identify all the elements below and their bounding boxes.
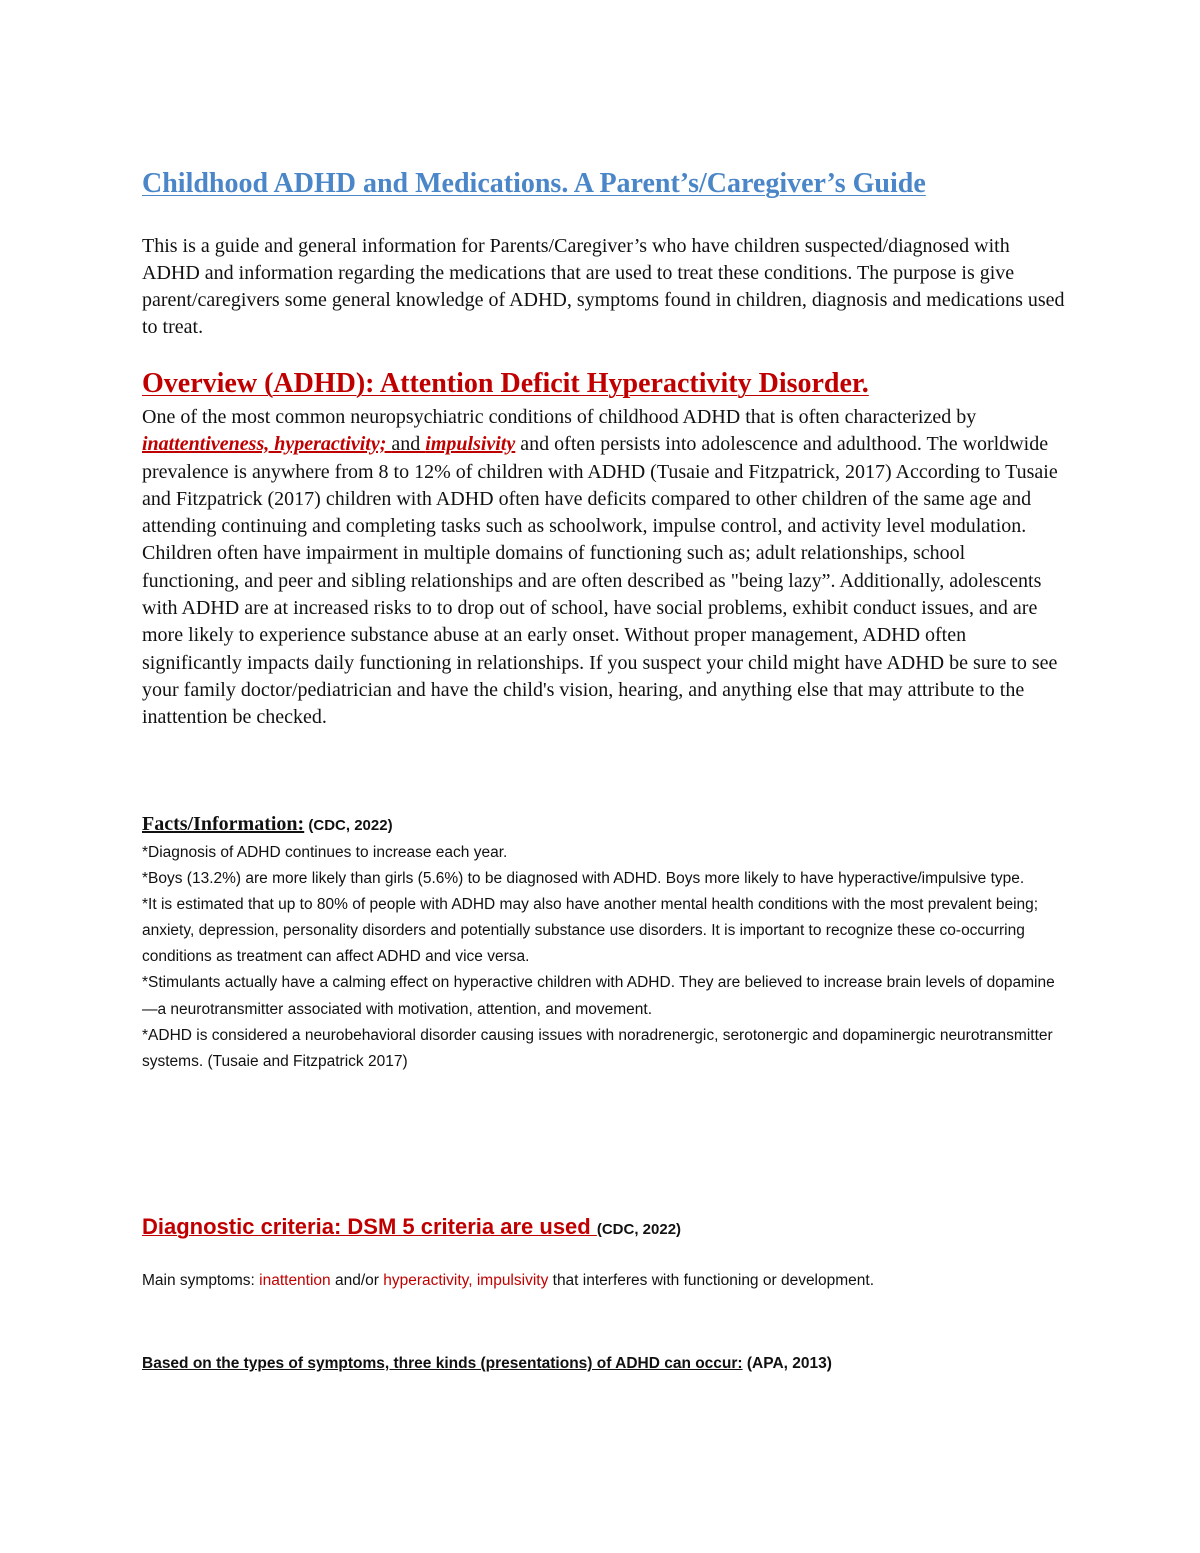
term-hyperactivity: hyperactivity, impulsivity [383,1272,549,1289]
fact-item: *Stimulants actually have a calming effect on hyperactive children with ADHD. They are believed to increase brain levels of dopamine—a neurotransmitter associated with motivation, attention, and movement. [142,974,1055,1018]
diagnostic-heading-line [142,1214,1067,1240]
fact-item: *It is estimated that up to 80% of people with ADHD may also have another mental health conditions with the most prevalent being; anxiety, depression, personality disorders and potentially substance use disorders. It is important to recognize these co-occurring conditions as treatment can affect ADHD and vice versa. [142,896,1039,966]
term-impulsivity: impulsivity [425,433,516,456]
intro-paragraph: This is a guide and general information for Parents/Caregiver’s who have children suspected/diagnosed with ADHD and information regarding the medications that are used to treat these conditions. The purpose is give parent/caregivers some general knowledge of ADHD, symptoms found in children, diagnosis and medications used to treat. [142,235,1065,338]
fact-item: *Boys (13.2%) are more likely than girls (5.6%) to be diagnosed with ADHD. Boys more likely to have hyperactive/impulsive type. [142,870,1025,888]
fact-item: *ADHD is considered a neurobehavioral disorder causing issues with noradrenergic, serotonergic and dopaminergic neurotransmitter systems. (Tusaie and Fitzpatrick 2017) [142,1026,1053,1070]
presentations-line [142,1352,1067,1376]
overview-paragraph [142,404,1067,732]
facts-heading-line [142,810,1067,840]
and-or-word: and/or [330,1272,384,1289]
main-symptoms-rest: that interferes with functioning or development. [548,1272,875,1289]
facts-heading: Facts/Information: [142,813,305,835]
term-inattentiveness: inattentiveness, hyperactivity; [142,433,392,456]
facts-citation: (CDC, 2022) [304,817,393,834]
diagnostic-heading: Diagnostic criteria: DSM 5 criteria are used [142,1214,597,1239]
overview-heading: Overview (ADHD): Attention Deficit Hyperactivity Disorder. [142,368,869,399]
presentations-citation: (APA, 2013) [742,1355,832,1372]
and-word: and [391,433,426,456]
fact-item: *Diagnosis of ADHD continues to increase each year. [142,844,508,861]
document-title: Childhood ADHD and Medications. A Parent’s/Caregiver’s Guide [142,168,926,199]
overview-text-after: and often persists into adolescence and adulthood. The worldwide prevalence is anywhere from 8 to 12% of children with ADHD (Tusaie and Fitzpatrick, 2017) According to Tusaie and Fitzpatrick (2017) children with ADHD often have deficits compared to other children of the same age and attending continuing and completing tasks such as schoolwork, impulse control, and activity level modulation. Children often have impairment in multiple domains of functioning such as; adult relationships, school functioning, and peer and sibling relationships and are often described as "being lazy”. Additionally, adolescents with ADHD are at increased risks to to drop out of school, have social problems, exhibit conduct issues, and are more likely to experience substance abuse at an early onset. Without proper management, ADHD often significantly impacts daily functioning in relationships. If you suspect your child might have ADHD be sure to see your family doctor/pediatrician and have the child's vision, hearing, and anything else that may attribute to the inattention be checked. [142,433,1058,729]
main-symptoms [142,1268,1042,1294]
overview-text-before: One of the most common neuropsychiatric conditions of childhood ADHD that is often characterized by [142,406,977,428]
presentations-heading: Based on the types of symptoms, three kinds (presentations) of ADHD can occur: [142,1355,743,1372]
main-symptoms-label: Main symptoms: [142,1272,260,1289]
diagnostic-citation: (CDC, 2022) [596,1221,682,1238]
term-inattention: inattention [259,1272,331,1289]
facts-list [142,840,1067,1075]
facts-section [142,810,1067,1075]
